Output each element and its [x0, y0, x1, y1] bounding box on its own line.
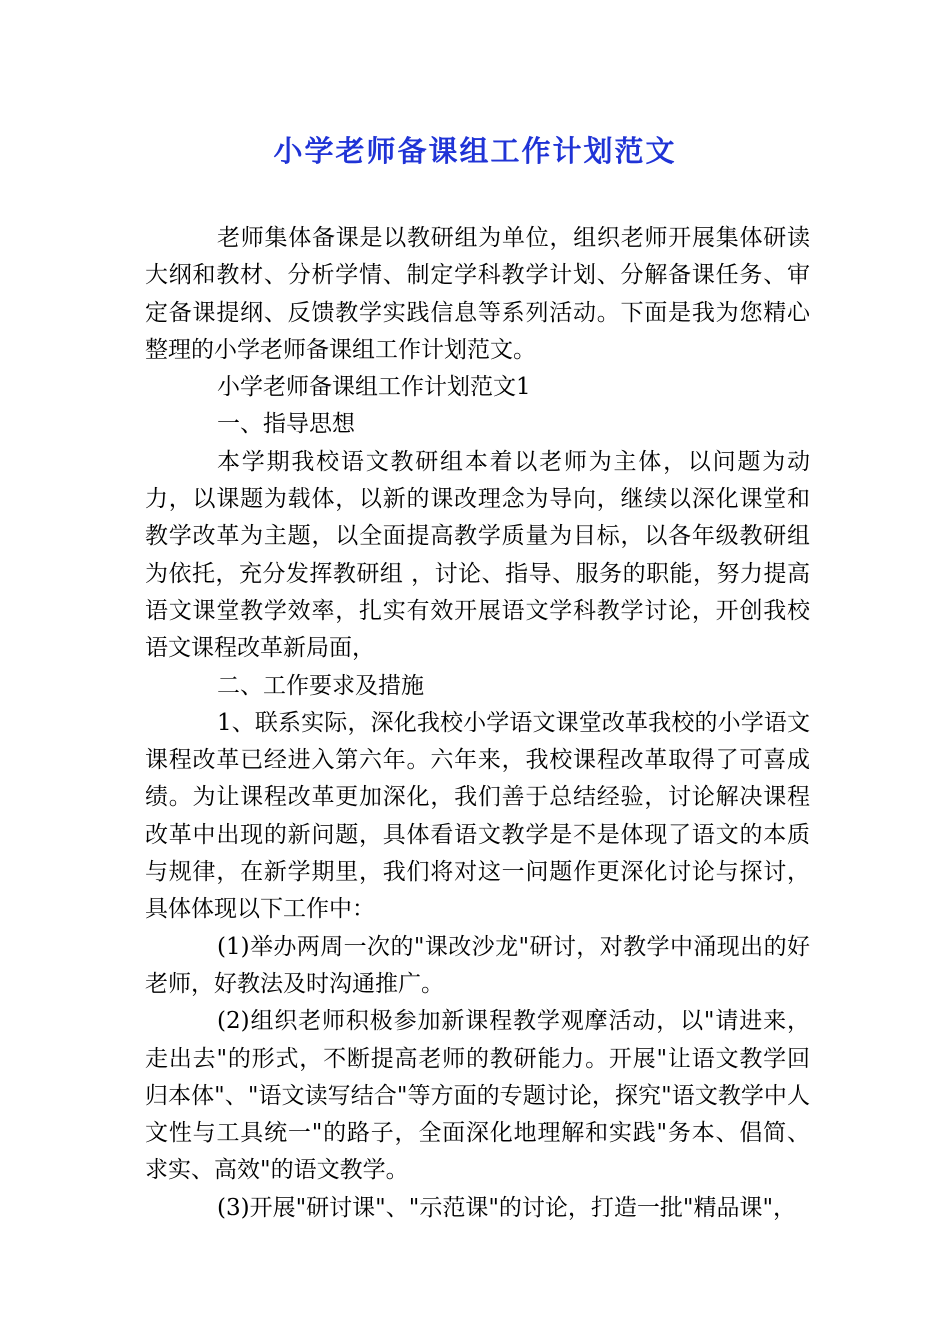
paragraph-item-1-3: (3)开展"研讨课"、"示范课"的讨论，打造一批"精品课"，: [217, 1194, 797, 1221]
document-title: 小学老师备课组工作计划范文: [273, 134, 677, 168]
paragraph-guiding-thought: 本学期我校语文教研组本着以老师为主体，以问题为动力，以课题为载体，以新的课改理念为导向，继续以深化课堂和教学改革为主题，以全面提高教学质量为目标，以各年级教研组为依托，充分发挥教研组 ，讨论、指导、服务的职能，努力提高语文课堂教学效率，扎实有效开展语文学科教学讨论，开创我校语文课程改革新局面，: [145, 448, 810, 662]
intro-paragraph: 老师集体备课是以教研组为单位，组织老师开展集体研读大纲和教材、分析学情、制定学科教学计划、分解备课任务、审定备课提纲、反馈教学实践信息等系列活动。下面是我为您精心整理的小学老师备课组工作计划范文。: [145, 225, 810, 363]
subheading-guiding-thought: 一、指导思想: [217, 411, 355, 438]
subheading-requirements: 二、工作要求及措施: [217, 672, 424, 699]
paragraph-item-1: 1、联系实际，深化我校小学语文课堂改革我校的小学语文课程改革已经进入第六年。六年来，我校课程改革取得了可喜成绩。为让课程改革更加深化，我们善于总结经验，讨论解决课程改革中出现的新问题，具体看语文教学是不是体现了语文的本质与规律，在新学期里，我们将对这一问题作更深化讨论与探讨，具体体现以下工作中：: [145, 709, 810, 923]
paragraph-item-1-1: (1)举办两周一次的"课改沙龙"研讨，对教学中涌现出的好老师，好教法及时沟通推广。: [145, 933, 810, 997]
document-body: [145, 220, 810, 1227]
paragraph-item-1-2: (2)组织老师积极参加新课程教学观摩活动，以"请进来，走出去"的形式，不断提高老师的教研能力。开展"让语文教学回归本体"、"语文读写结合"等方面的专题讨论，探究"语文教学中人文性与工具统一"的路子，全面深化地理解和实践"务本、倡简、求实、高效"的语文教学。: [145, 1008, 810, 1184]
section-heading: 小学老师备课组工作计划范文1: [217, 374, 531, 401]
